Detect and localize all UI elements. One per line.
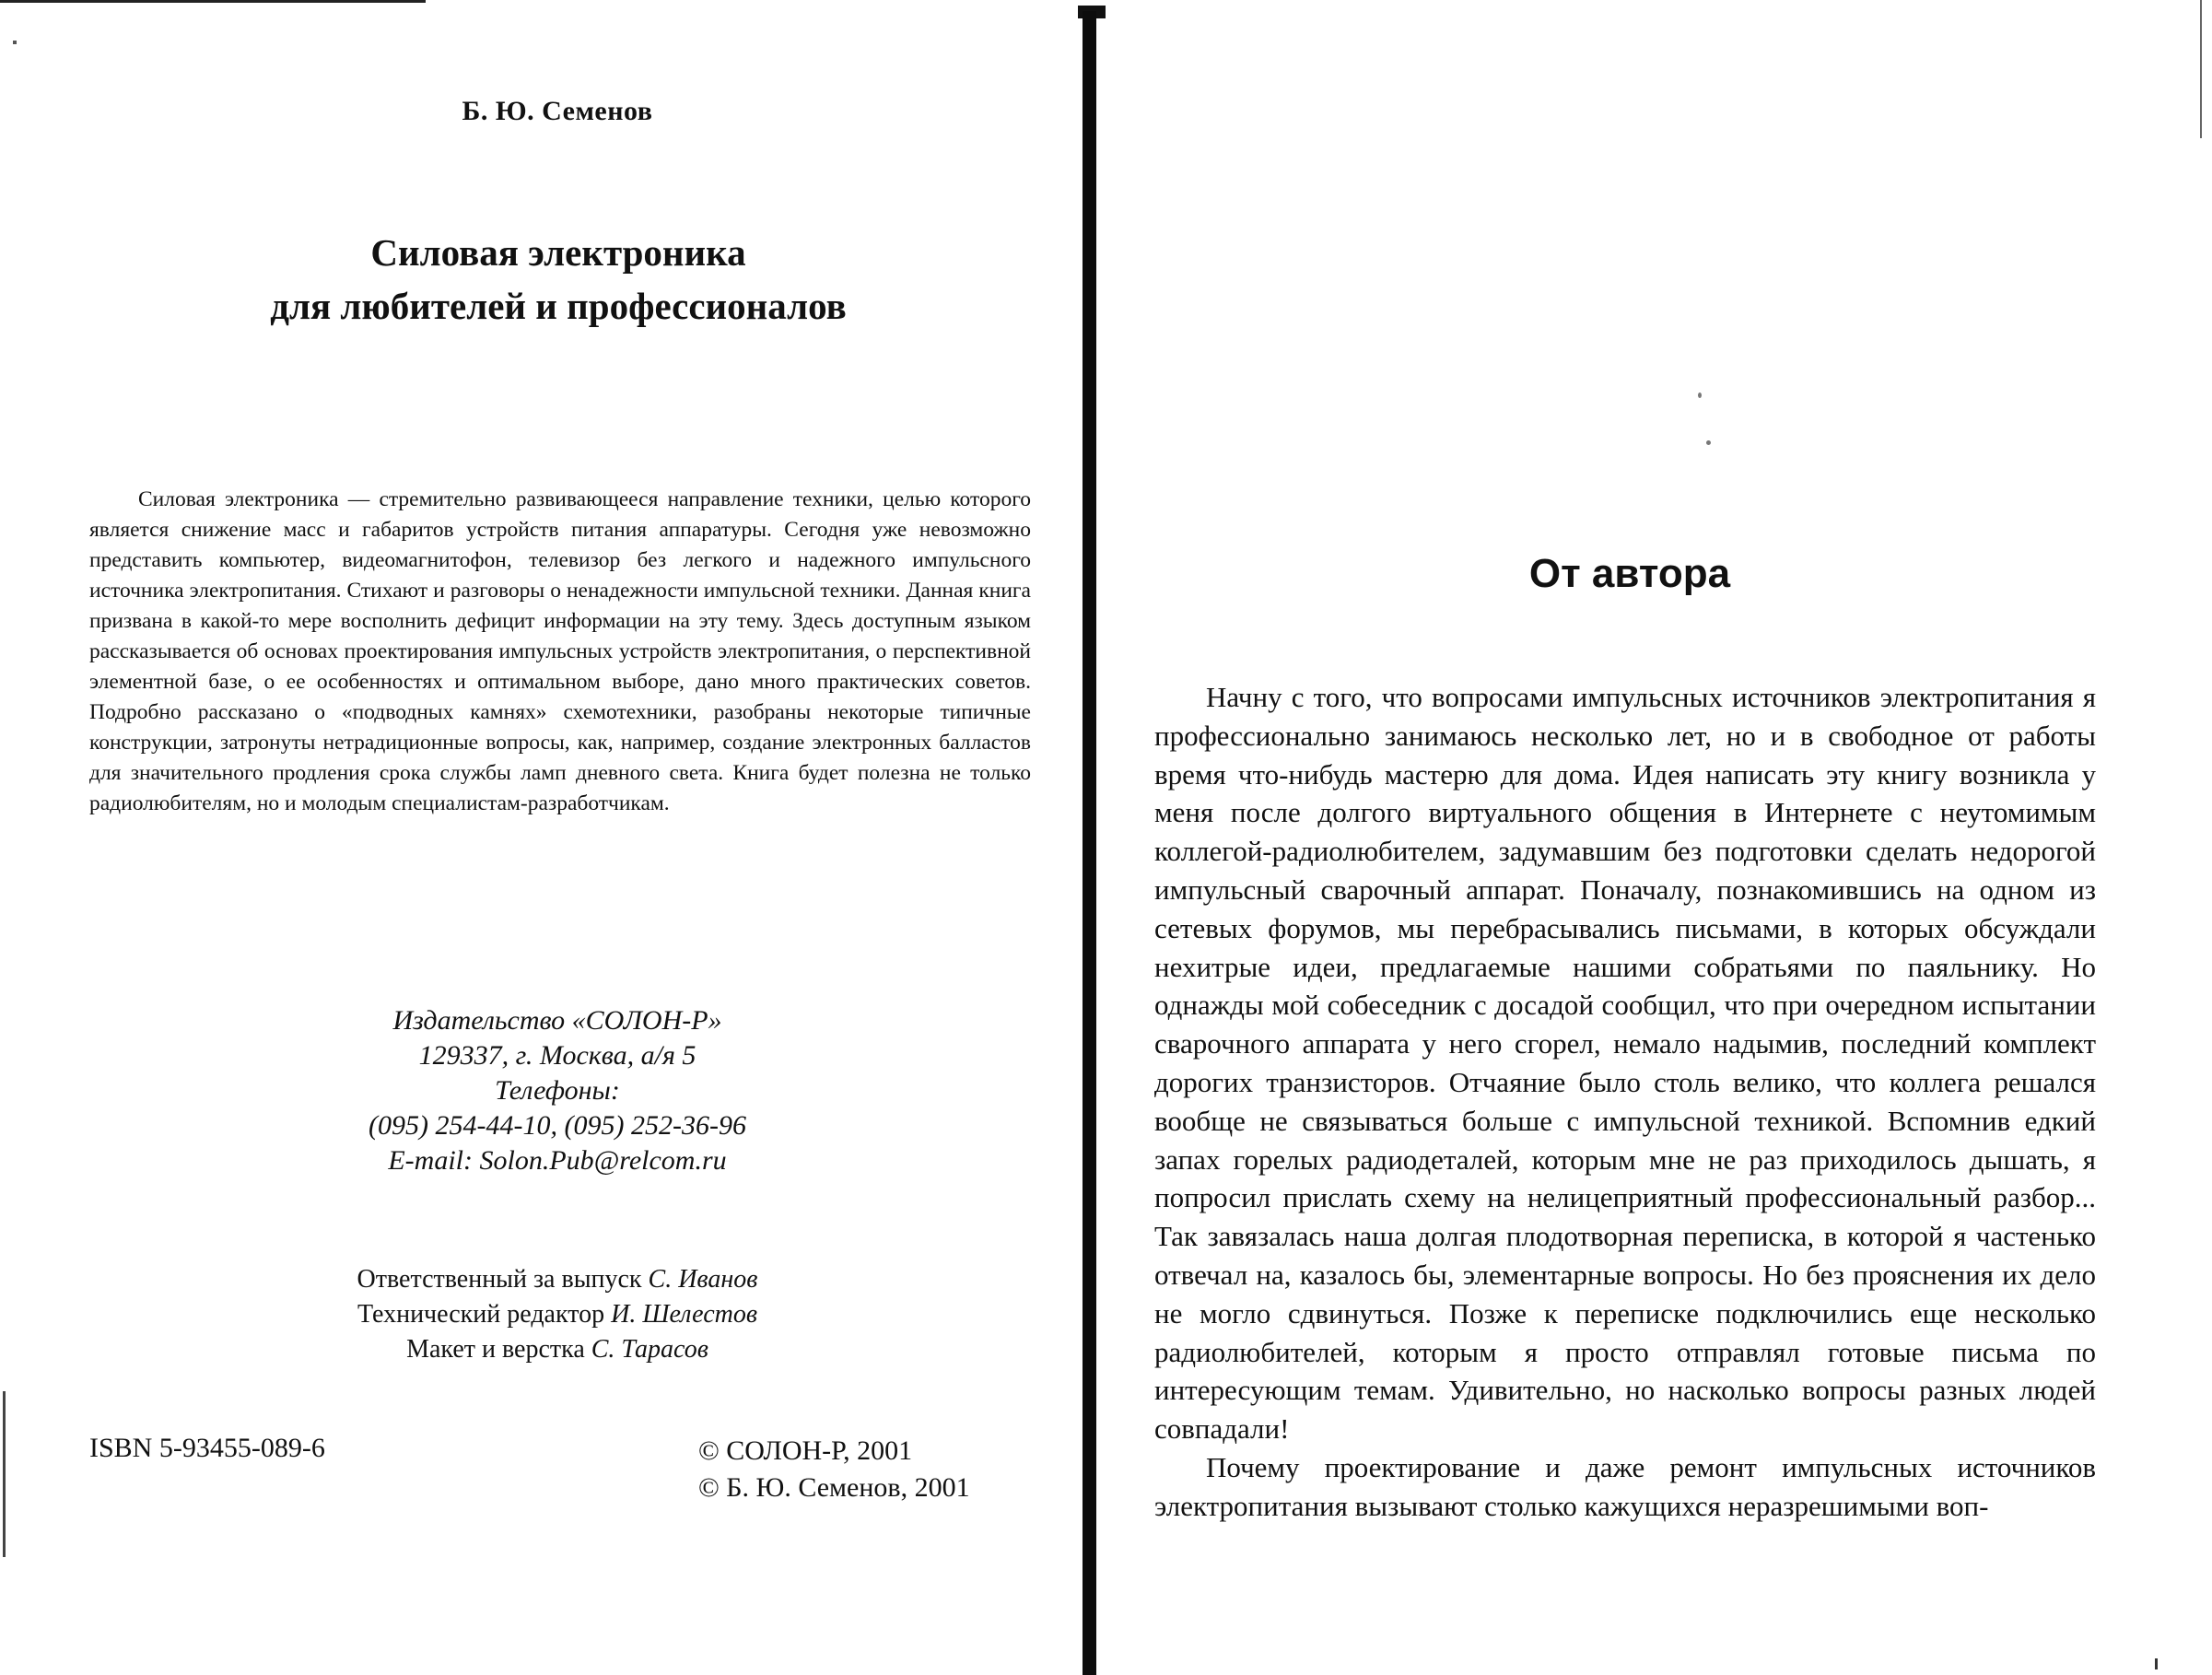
credit-role: Технический редактор <box>357 1300 605 1329</box>
book-title-line: для любителей и профессионалов <box>270 285 847 327</box>
copyright-line: © Б. Ю. Семенов, 2001 <box>698 1472 970 1503</box>
book-title-line: Силовая электроника <box>370 231 746 274</box>
publisher-info <box>0 1003 1115 1178</box>
copyright-block <box>698 1433 970 1506</box>
publisher-phones-label: Телефоны: <box>495 1075 620 1106</box>
book-title <box>0 226 1117 333</box>
credit-person: С. Тарасов <box>591 1335 708 1364</box>
credits-block <box>0 1262 1115 1367</box>
credit-line <box>0 1262 1115 1297</box>
publisher-address: 129337, г. Москва, а/я 5 <box>418 1040 696 1071</box>
credit-line <box>0 1332 1115 1367</box>
credit-person: И. Шелестов <box>611 1300 758 1329</box>
publisher-name: Издательство «СОЛОН-Р» <box>392 1005 722 1036</box>
credit-line <box>0 1297 1115 1332</box>
credit-role: Ответственный за выпуск <box>357 1265 642 1294</box>
credit-person: С. Иванов <box>648 1265 758 1294</box>
foreword-text <box>1154 678 2096 1526</box>
section-title: От автора <box>1528 551 1731 596</box>
publisher-email: E-mail: Solon.Pub@relcom.ru <box>388 1145 727 1176</box>
isbn: ISBN 5-93455-089-6 <box>89 1433 325 1463</box>
book-abstract: Силовая электроника — стремительно развивающееся направление техники, целью которого является снижение масс и габаритов устройств питания аппаратуры. Сегодня уже невозможно представить компьютер, видеомагнитофон, телевизор без легкого и надежного импульсного источника электропитания. Стихают и разговоры о ненадежности импульсной техники. Данная книга призвана в какой-то мере восполнить дефицит информации на эту тему. Здесь доступным языком рассказывается об основах проектирования импульсных устройств электропитания, о перспективной элементной базе, о ее особенностях и оптимальном выборе, дано много практических советов. Подробно рассказано о «подводных камнях» схемотехники, разобраны некоторые типичные конструкции, затронуты нетрадиционные вопросы, как, например, создание электронных балластов для значительного продления срока службы ламп дневного света. Книга будет полезна не только радиолюбителям, но и молодым специалистам-разработчикам. <box>89 487 1031 815</box>
credit-role: Макет и верстка <box>406 1335 585 1364</box>
publisher-phones: (095) 254-44-10, (095) 252-36-96 <box>369 1110 746 1141</box>
author-name: Б. Ю. Семенов <box>462 96 653 126</box>
copyright-line: © СОЛОН-Р, 2001 <box>698 1435 913 1466</box>
paragraph: Начну с того, что вопросами импульсных источников электропитания я профессионально занимаюсь несколько лет, но и в свободное от работы время что-нибудь мастерю для дома. Идея написать эту книгу возникла у меня после долгого виртуального общения в Интернете с неутомимым коллегой-радиолюбителем, задумавшим без подготовки сделать недорогой импульсный сварочный аппарат. Поначалу, познакомившись на одном из сетевых форумов, мы перебрасывались письмами, в которых обсуждали нехитрые идеи, предлагаемые нашими собратьями по паяльнику. Но однажды мой собеседник с досадой сообщил, что при очередном испытании сварочного аппарата у него сгорел, немало надымив, последний комплект дорогих транзисторов. Отчаяние было столь велико, что коллега решался вообще не связываться больше с импульсной техникой. Вспомнив едкий запах горелых радиодеталей, которым мне не раз приходилось дышать, я попросил прислать схему на нелицеприятный профессиональный разбор... Так завязалась наша долгая плодотворная переписка, в которой я частенько отвечал на, казалось бы, элементарные вопросы. Но без прояснения их дело не могло сдвинуться. Позже к переписке подключились еще несколько радиолюбителей, которым я просто отправлял готовые письма по интересующим темам. Удивительно, но насколько вопросы разных людей совпадали! <box>1154 681 2096 1446</box>
paragraph: Почему проектирование и даже ремонт импульсных источников электропитания вызывают столько кажущихся неразрешимыми воп- <box>1154 1450 2096 1522</box>
